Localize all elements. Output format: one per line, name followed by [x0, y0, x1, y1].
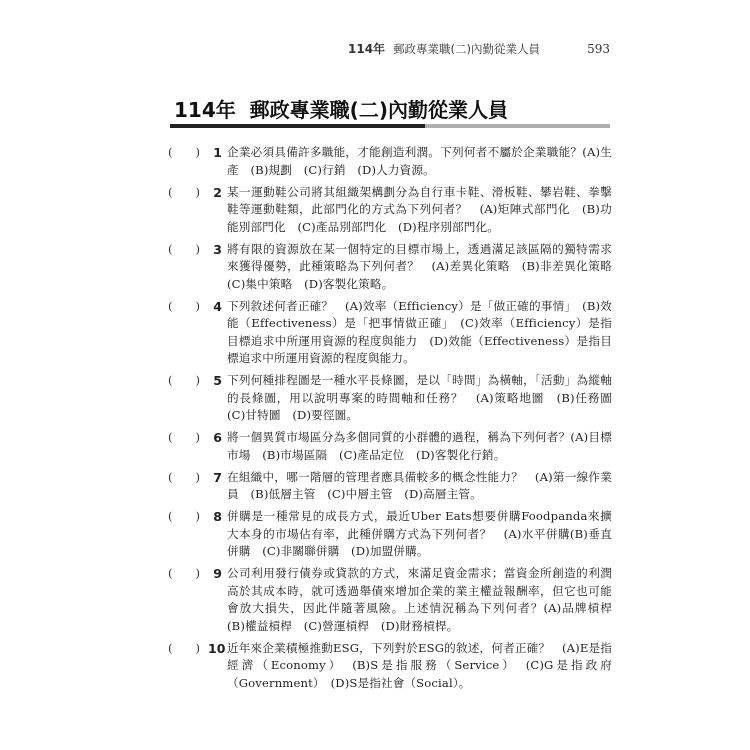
paren-close: ) [195, 145, 200, 159]
question-text: 下列何種排程圖是一種水平長條圖，是以「時間」為橫軸，「活動」為縱軸的長條圖，用以說明專案的時間軸和任務？ (A)策略地圖 (B)任務圖 (C)甘特圖 (D)要徑圖。 [227, 373, 624, 422]
paren-open: ( [168, 509, 173, 523]
chapter-title [170, 96, 610, 128]
question-item [168, 565, 624, 635]
paren-close: ) [195, 640, 200, 655]
question-number: 10 [208, 640, 226, 656]
question-item [168, 429, 612, 464]
question-text: 將有限的資源放在某一個特定的目標市場上，透過滿足該區隔的獨特需求來獲得優勢，此種策略為下列何者？ (A)差異化策略 (B)非差異化策略 (C)集中策略 (D)客製化策略。 [227, 241, 624, 291]
answer-blank [168, 469, 208, 504]
question-text: 將一個異質市場區分為多個同質的小群體的過程，稱為下列何者？(A)目標市場 (B)市場區隔 (C)產品定位 (D)客製化行銷。 [227, 430, 612, 462]
question-number: 1 [213, 145, 222, 160]
answer-blank [168, 298, 208, 368]
answer-blank [168, 429, 208, 464]
question-number: 8 [213, 509, 222, 524]
question-item [168, 184, 612, 237]
question-text: 某一運動鞋公司將其組織架構劃分為自行車卡鞋、滑板鞋、攀岩鞋、拳擊鞋等運動鞋類，此部門化的方式為下列何者？ (A)矩陣式部門化 (B)功能別部門化 (C)產品別部門化 (D)程序別部門化。 [227, 184, 612, 234]
header-title: 郵政專業職(二)內勤從業人員 [393, 42, 541, 56]
answer-blank [168, 565, 208, 635]
header-year: 114年 [348, 42, 386, 56]
question-number: 4 [213, 298, 222, 314]
answer-blank [168, 640, 208, 693]
paren-open: ( [168, 640, 173, 655]
paren-open: ( [168, 373, 173, 387]
chapter-title-text: 114年 郵政專業職(二)內勤從業人員 [174, 98, 508, 122]
question-number: 3 [213, 241, 222, 257]
question-item [168, 469, 612, 504]
question-number: 9 [213, 566, 222, 581]
page-number: 593 [587, 42, 610, 56]
paren-close: ) [195, 373, 200, 387]
paren-open: ( [168, 184, 173, 199]
paren-open: ( [168, 298, 173, 313]
question-text: 公司利用發行債券或貸款的方式，來滿足資金需求；當資金所創造的利潤高於其成本時，就可透過舉債來增加企業的業主權益報酬率，但它也可能會放大損失，因此伴隨著風險。上述情況稱為下列何者？(A)品牌槓桿 (B)權益槓桿 (C)營運槓桿 (D)財務槓桿。 [227, 566, 624, 633]
question-list [168, 144, 624, 697]
question-text: 下列敘述何者正確？ (A)效率（Efficiency）是「做正確的事情」 (B)效能（Effectiveness）是「把事情做正確」 (C)效率（Efficiency）是指目標追求中所運用資源的程度與能力 (D)效能（Effectiveness）是指目標追求中所運用資源的程度與能力。 [227, 298, 612, 365]
question-text: 併購是一種常見的成長方式，最近Uber Eats想要併購Foodpanda來擴大本身的市場佔有率，此種併購方式為下列何者？ (A)水平併購(B)垂直併購 (C)非關聯併購 (D)加盟併購。 [227, 509, 612, 558]
paren-open: ( [168, 430, 173, 444]
paren-open: ( [168, 469, 173, 484]
paren-close: ) [195, 184, 200, 199]
answer-blank [168, 184, 208, 237]
question-number: 2 [213, 184, 222, 200]
paren-close: ) [195, 566, 200, 580]
answer-blank [168, 372, 208, 425]
paren-open: ( [168, 145, 173, 159]
paren-close: ) [195, 509, 200, 523]
paren-open: ( [168, 566, 173, 580]
paren-close: ) [195, 241, 200, 256]
paren-close: ) [195, 298, 200, 313]
question-item [168, 508, 612, 561]
question-text: 企業必須具備許多職能，才能創造利潤。下列何者不屬於企業職能？(A)生產 (B)規劃 (C)行銷 (D)人力資源。 [227, 145, 612, 177]
answer-blank [168, 144, 208, 179]
question-item [168, 144, 612, 179]
question-number: 7 [213, 469, 222, 485]
running-header [348, 40, 610, 57]
question-number: 5 [213, 373, 222, 388]
title-underline [170, 124, 610, 128]
question-item [168, 640, 612, 693]
question-text: 在組織中，哪一階層的管理者應具備較多的概念性能力？ (A)第一線作業員 (B)低層主管 (C)中層主管 (D)高層主管。 [227, 469, 612, 501]
question-number: 6 [213, 430, 222, 445]
question-item [168, 372, 624, 425]
answer-blank [168, 241, 208, 294]
paren-open: ( [168, 241, 173, 256]
paren-close: ) [195, 430, 200, 444]
question-text: 近年來企業積極推動ESG，下列對於ESG的敘述，何者正確？ (A)E是指經濟（Economy） (B)S是指服務（Service） (C)G是指政府（Government） (D)S是指社會（Social）。 [227, 640, 612, 690]
question-item [168, 241, 624, 294]
question-item [168, 298, 612, 368]
answer-blank [168, 508, 208, 561]
paren-close: ) [195, 469, 200, 484]
